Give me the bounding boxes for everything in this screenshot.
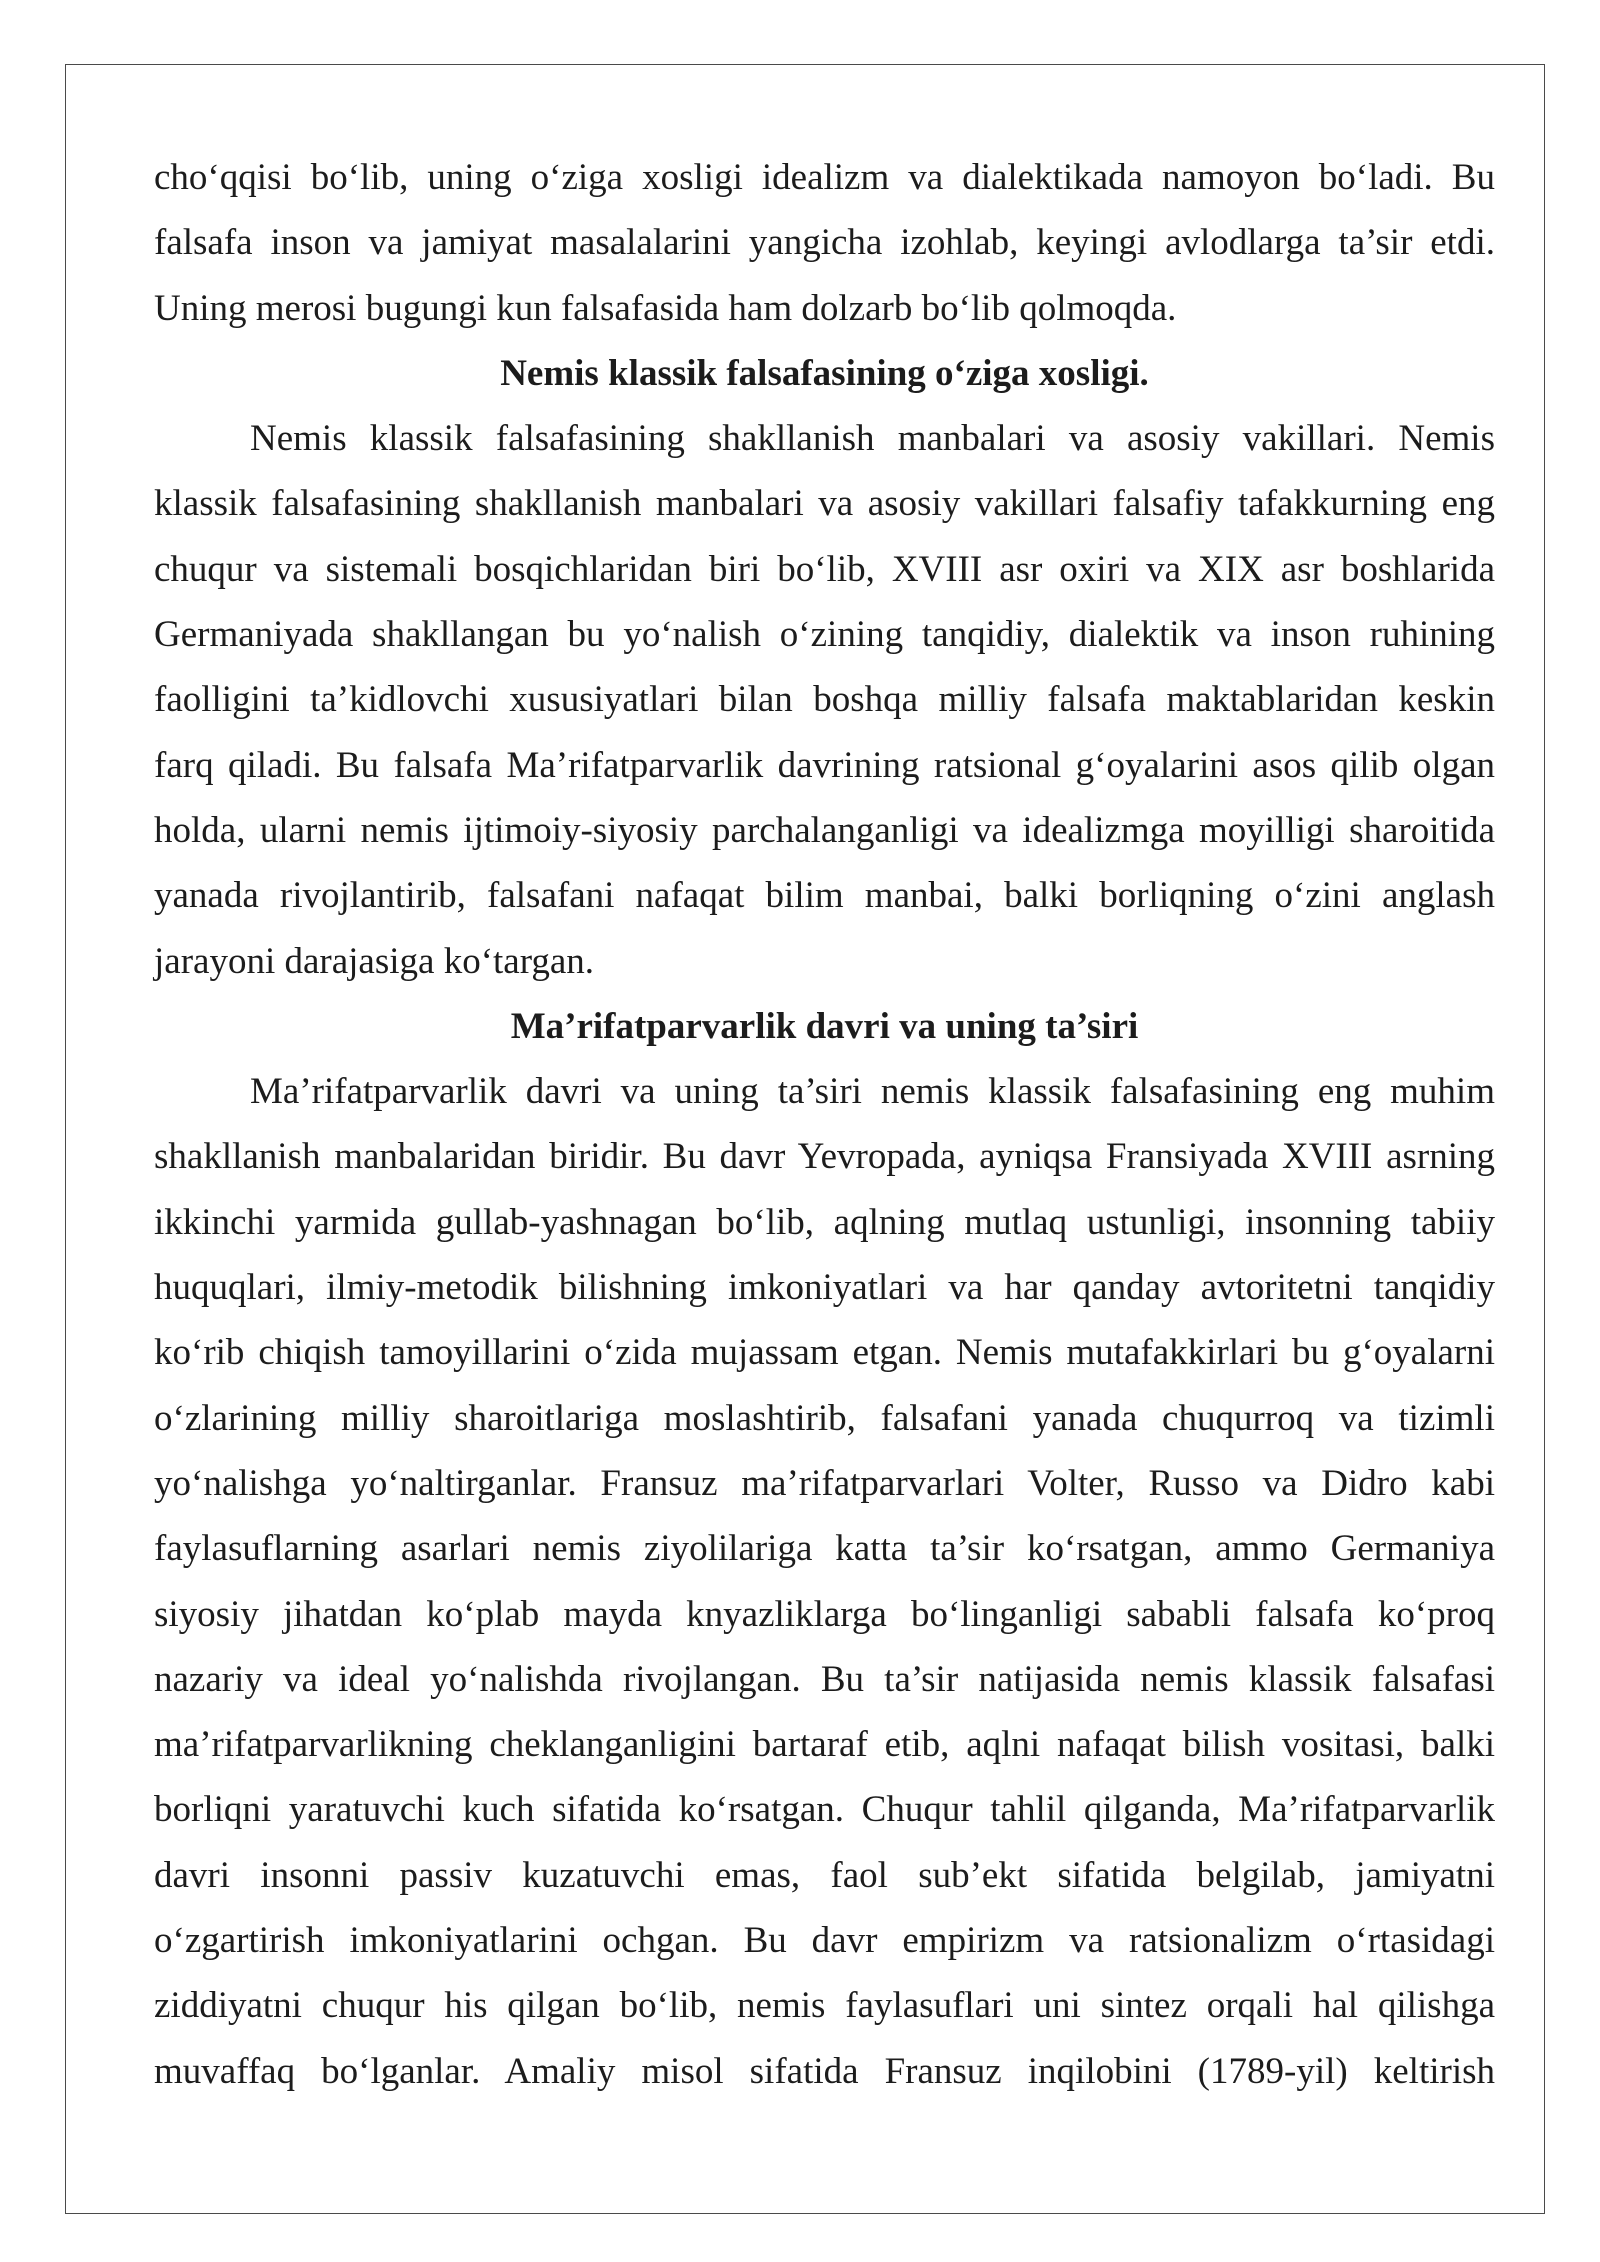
text-line: ko‘rib chiqish tamoyillarini o‘zida mujassam etgan. Nemis mutafakkirlari bu g‘oyalarni [154, 1332, 1495, 1374]
text-line: ziddiyatni chuqur his qilgan bo‘lib, nemis faylasuflari uni sintez orqali hal qilishga [154, 1985, 1495, 2027]
text-line: o‘zlarining milliy sharoitlariga moslashtirib, falsafani yanada chuqurroq va tizimli [154, 1397, 1495, 1439]
text-line: jarayoni darajasiga ko‘targan. [154, 940, 595, 982]
text-line: shakllanish manbalaridan biridir. Bu davr Yevropada, ayniqsa Fransiyada XVIII asrning [154, 1136, 1495, 1178]
text-line: Nemis klassik falsafasining shakllanish manbalari va asosiy vakillari. Nemis [250, 418, 1495, 460]
text-line: o‘zgartirish imkoniyatlarini ochgan. Bu davr empirizm va ratsionalizm o‘rtasidagi [154, 1920, 1495, 1962]
document-body [154, 145, 1495, 2104]
text-line: borliqni yaratuvchi kuch sifatida ko‘rsatgan. Chuqur tahlil qilganda, Ma’rifatparvarlik [154, 1789, 1495, 1831]
paragraph-continuation [154, 145, 1495, 341]
paragraph [154, 1059, 1495, 2104]
text-line: muvaffaq bo‘lganlar. Amaliy misol sifatida Fransuz inqilobini (1789-yil) keltirish [154, 2050, 1495, 2092]
text-line: holda, ularni nemis ijtimoiy-siyosiy parchalanganligi va idealizmga moyilligi sharoitida [154, 809, 1495, 851]
text-line: klassik falsafasining shakllanish manbalari va asosiy vakillari falsafiy tafakkurning eng [154, 483, 1495, 525]
text-line: Ma’rifatparvarlik davri va uning ta’siri nemis klassik falsafasining eng muhim [250, 1071, 1495, 1113]
text-line: nazariy va ideal yo‘nalishda rivojlangan. Bu ta’sir natijasida nemis klassik falsafasi [154, 1658, 1495, 1700]
text-line: farq qiladi. Bu falsafa Ma’rifatparvarlik davrining ratsional g‘oyalarini asos qilib olgan [154, 744, 1495, 786]
text-line: faylasuflarning asarlari nemis ziyolilariga katta ta’sir ko‘rsatgan, ammo Germaniya [154, 1528, 1495, 1570]
text-line: davri insonni passiv kuzatuvchi emas, faol sub’ekt sifatida belgilab, jamiyatni [154, 1854, 1495, 1896]
text-line: chuqur va sistemali bosqichlaridan biri bo‘lib, XVIII asr oxiri va XIX asr boshlarida [154, 548, 1495, 590]
text-line: falsafa inson va jamiyat masalalarini yangicha izohlab, keyingi avlodlarga ta’sir etdi. [154, 222, 1495, 264]
text-line: cho‘qqisi bo‘lib, uning o‘ziga xosligi idealizm va dialektikada namoyon bo‘ladi. Bu [154, 157, 1495, 198]
text-line: ikkinchi yarmida gullab-yashnagan bo‘lib, aqlning mutlaq ustunligi, insonning tabiiy [154, 1201, 1495, 1243]
section-heading: Ma’rifatparvarlik davri va uning ta’siri [510, 1005, 1139, 1047]
text-line: ma’rifatparvarlikning cheklanganligini bartaraf etib, aqlni nafaqat bilish vositasi, balki [154, 1724, 1495, 1766]
text-line: faolligini ta’kidlovchi xususiyatlari bilan boshqa milliy falsafa maktablaridan keskin [154, 679, 1495, 721]
text-line: siyosiy jihatdan ko‘plab mayda knyazliklarga bo‘linganligi sababli falsafa ko‘proq [154, 1593, 1495, 1635]
section-heading: Nemis klassik falsafasining o‘ziga xosligi. [500, 352, 1149, 394]
paragraph [154, 406, 1495, 994]
text-line: yo‘nalishga yo‘naltirganlar. Fransuz ma’rifatparvarlari Volter, Russo va Didro kabi [154, 1462, 1495, 1504]
text-line: yanada rivojlantirib, falsafani nafaqat bilim manbai, balki borliqning o‘zini anglash [154, 875, 1495, 917]
text-line: Germaniyada shakllangan bu yo‘nalish o‘zining tanqidiy, dialektik va inson ruhining [154, 614, 1495, 656]
text-line: huquqlari, ilmiy-metodik bilishning imkoniyatlari va har qanday avtoritetni tanqidiy [154, 1267, 1495, 1309]
text-line: Uning merosi bugungi kun falsafasida ham dolzarb bo‘lib qolmoqda. [154, 287, 1177, 329]
